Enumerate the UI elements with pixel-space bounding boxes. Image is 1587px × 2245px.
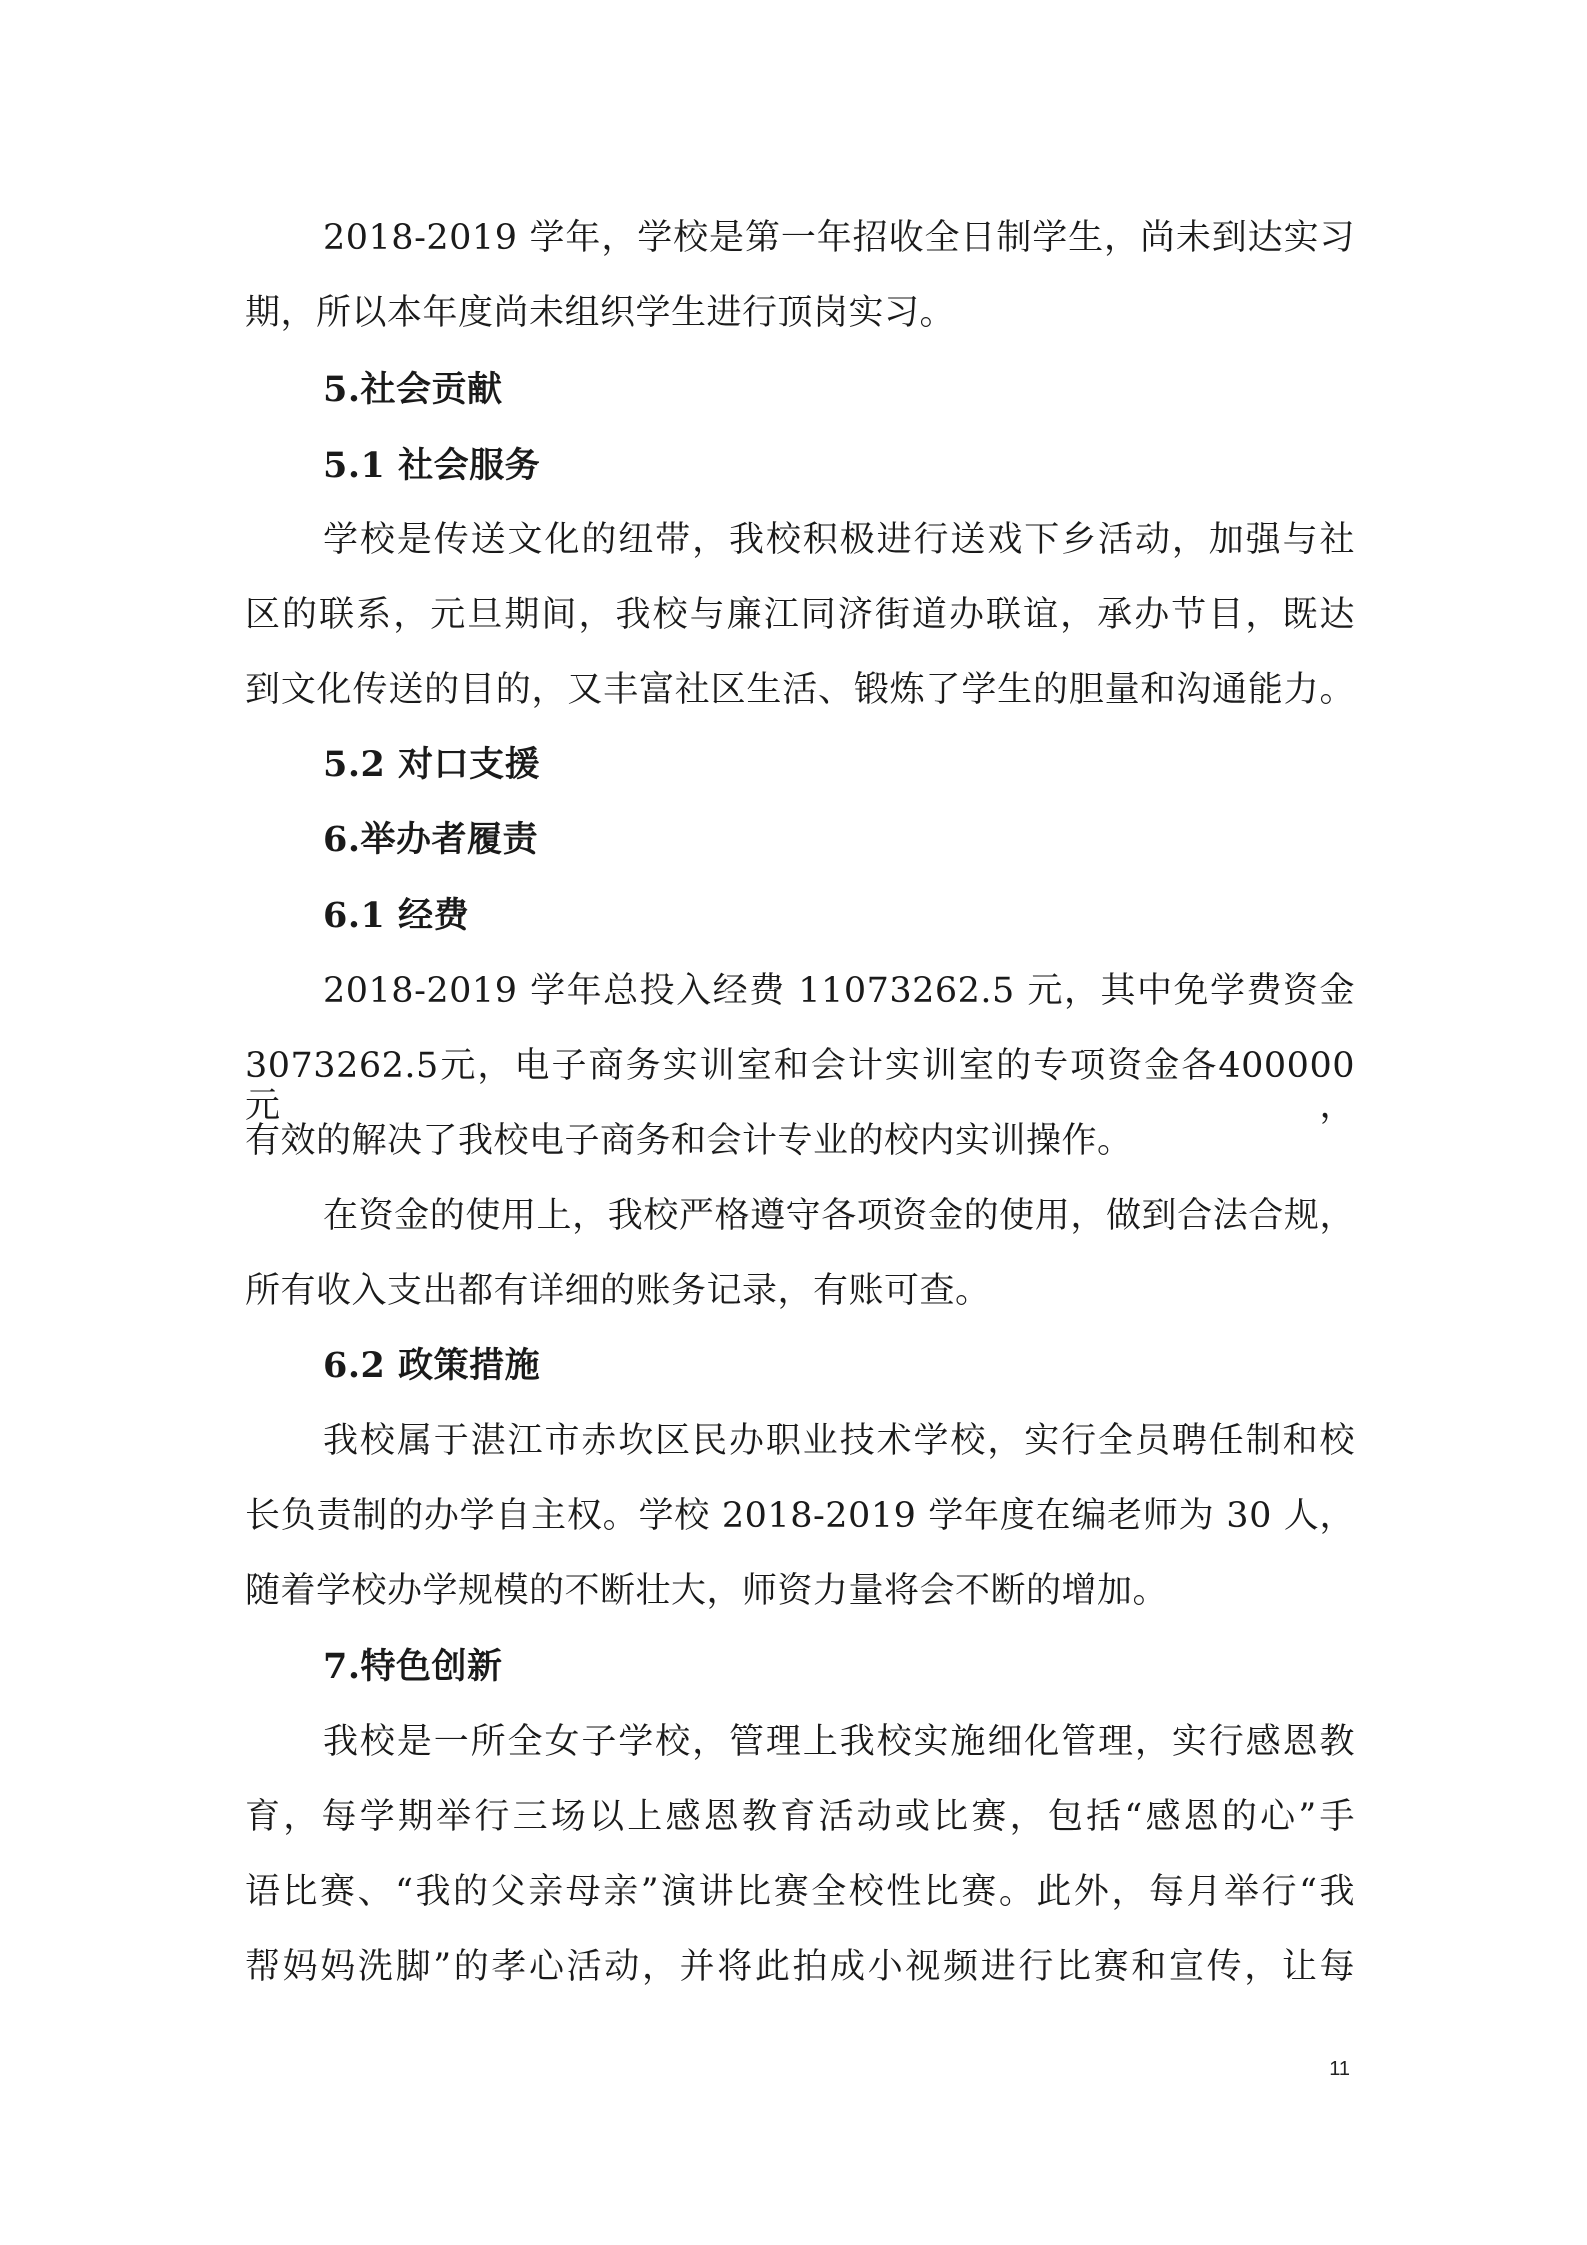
paragraph-line: 有效的解决了我校电子商务和会计专业的校内实训操作。 xyxy=(245,1121,1133,1161)
paragraph-line: 期，所以本年度尚未组织学生进行顶岗实习。 xyxy=(245,293,956,333)
section-heading: 7.特色创新 xyxy=(323,1646,503,1687)
page-number: 11 xyxy=(1329,2058,1350,2080)
subsection-heading: 5.2 对口支援 xyxy=(323,744,541,785)
section-heading: 5.社会贡献 xyxy=(323,369,503,410)
paragraph-line: 2018-2019 学年，学校是第一年招收全日制学生，尚未到达实习 xyxy=(323,218,1355,258)
paragraph-line: 帮妈妈洗脚”的孝心活动，并将此拍成小视频进行比赛和宣传，让每 xyxy=(245,1947,1355,1987)
paragraph-line: 语比赛、“我的父亲母亲”演讲比赛全校性比赛。此外，每月举行“我 xyxy=(245,1872,1355,1912)
section-heading: 6.举办者履责 xyxy=(323,819,539,860)
paragraph-line: 所有收入支出都有详细的账务记录，有账可查。 xyxy=(245,1271,991,1311)
subsection-heading: 6.2 政策措施 xyxy=(323,1345,541,1386)
paragraph-line: 学校是传送文化的纽带，我校积极进行送戏下乡活动，加强与社 xyxy=(323,520,1355,560)
paragraph-line: 在资金的使用上，我校严格遵守各项资金的使用，做到合法合规， xyxy=(323,1196,1355,1236)
paragraph-line: 我校是一所全女子学校，管理上我校实施细化管理，实行感恩教 xyxy=(323,1722,1355,1762)
paragraph-line: 我校属于湛江市赤坎区民办职业技术学校，实行全员聘任制和校 xyxy=(323,1421,1355,1461)
paragraph-line: 3073262.5元，电子商务实训室和会计实训室的专项资金各400000元， xyxy=(245,1046,1355,1126)
paragraph-line: 育，每学期举行三场以上感恩教育活动或比赛，包括“感恩的心”手 xyxy=(245,1797,1355,1837)
paragraph-line: 长负责制的办学自主权。学校 2018-2019 学年度在编老师为 30 人， xyxy=(245,1496,1355,1536)
paragraph-line: 2018-2019 学年总投入经费 11073262.5 元，其中免学费资金 xyxy=(323,971,1355,1011)
paragraph-line: 随着学校办学规模的不断壮大，师资力量将会不断的增加。 xyxy=(245,1571,1169,1611)
subsection-heading: 5.1 社会服务 xyxy=(323,445,541,486)
paragraph-line: 到文化传送的目的，又丰富社区生活、锻炼了学生的胆量和沟通能力。 xyxy=(245,670,1355,710)
subsection-heading: 6.1 经费 xyxy=(323,895,470,936)
paragraph-line: 区的联系，元旦期间，我校与廉江同济街道办联谊，承办节目，既达 xyxy=(245,595,1355,635)
